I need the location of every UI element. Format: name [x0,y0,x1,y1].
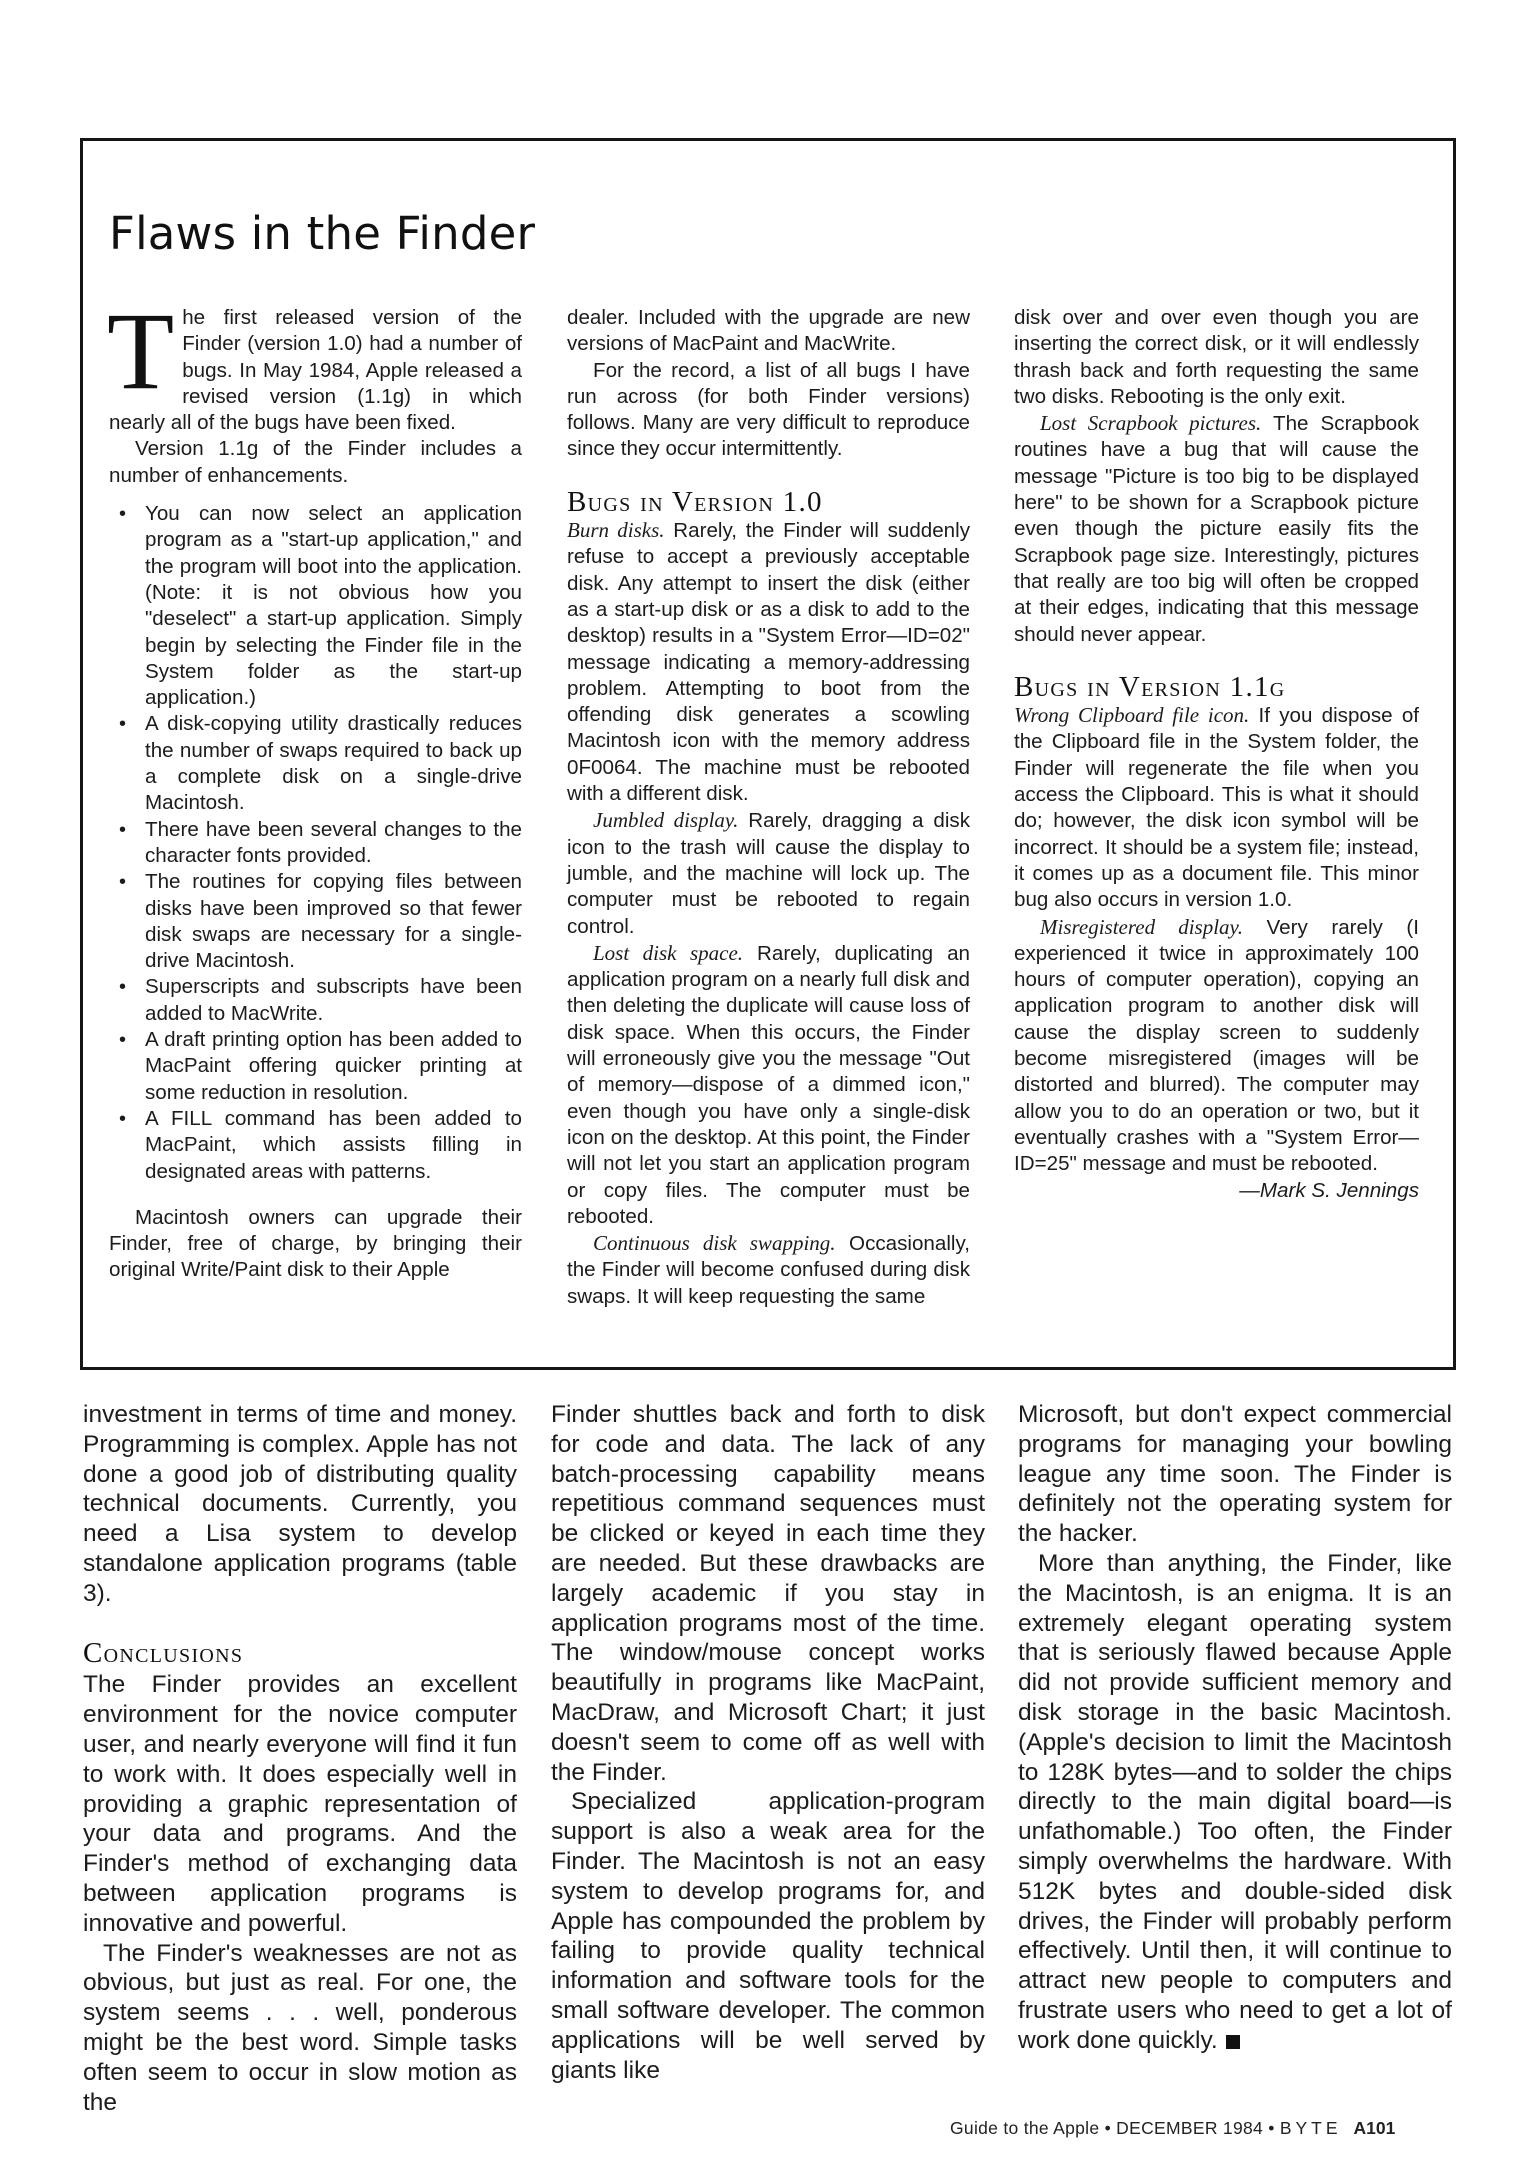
article-paragraph: investment in terms of time and money. Programming is complex. Apple has not done a good job of distributing quality technical documents. Currently, you need a Lisa system to develop standalone application programs (table 3). [83,1401,517,1607]
article-column-1 [83,1400,517,2117]
bug-item: Burn disks. Rarely, the Finder will suddenly refuse to accept a previously acceptable disk. Any attempt to insert the disk (either as a start-up disk or as a disk to add to the desktop) results in a "System Error—ID=02" message indicating a memory-addressing problem. Attempting to boot from the offending disk generates a scowling Macintosh icon with the memory address 0F0064. The machine must be rebooted with a different disk. [567,518,971,806]
sidebar-enhancements-intro: Version 1.1g of the Finder includes a number of enhancements. [109,437,522,487]
sidebar-upgrade-paragraph: Macintosh owners can upgrade their Finder, free of charge, by bringing their original Write/Paint disk to their Apple [109,1205,522,1282]
sidebar-bugs-intro: For the record, a list of all bugs I have run across (for both Finder versions) follows. Many are very difficult to reproduce since they occur intermittently. [567,358,970,461]
list-item: • A disk-copying utility drastically reduces the number of swaps required to back up a complete disk on a single-drive Macintosh. [119,712,522,815]
page-footer: Guide to the Apple • DECEMBER 1984 • BYTE A101 [950,2118,1396,2138]
article-paragraph: Specialized application-program support is also a weak area for the Finder. The Macintosh is not an easy system to develop programs for, and Apple has compounded the problem by failing to provide quality technical information and software tools for the small software developer. The common applications will be well served by giants like [551,1788,985,2084]
sidebar-box [80,138,1456,1370]
sidebar-disk-paragraph: disk over and over even though you are inserting the correct disk, or it will endlessly thrash back and forth requesting the same two disks. Rebooting is the only exit. [1014,306,1419,408]
article-paragraph: The Finder's weaknesses are not as obvious, but just as real. For one, the system seems . . . well, ponderous might be the best word. Simple tasks often seem to occur in slow motion as the [83,1939,517,2116]
sidebar-dealer-paragraph: dealer. Included with the upgrade are new versions of MacPaint and MacWrite. [567,306,970,356]
list-item: • The routines for copying files between disks have been improved so that fewer disk swaps are necessary for a single-drive Macintosh. [119,870,522,973]
bullet-icon: • [119,976,127,999]
footer-magazine: BYTE [1279,2118,1342,2138]
list-item: • There have been several changes to the character fonts provided. [119,817,522,867]
sidebar-column-3 [1014,305,1419,1204]
bug-item: Continuous disk swapping. Occasionally, the Finder will become confused during disk swaps. It will keep requesting the same [567,1231,970,1308]
article-paragraph: Microsoft, but don't expect commercial programs for managing your bowling league any time soon. The Finder is definitely not the operating system for the hacker. [1018,1401,1452,1548]
article-column-2 [551,1400,985,2085]
bullet-icon: • [119,818,127,841]
sidebar-column-2 [567,305,970,1310]
footer-guide: Guide to the Apple [950,2118,1100,2138]
section-heading-conclusions: Conclusions [83,1636,244,1669]
enhancements-list [109,501,522,1185]
sidebar-intro-paragraph: The first released version of the Finder (version 1.0) had a number of bugs. In May 1984, Apple released a revised version (1.1g) in which nearly all of the bugs have been fixed. [107,290,522,435]
list-item: • A FILL command has been added to MacPaint, which assists filling in designated areas with patterns. [119,1106,522,1183]
section-heading-bugs-v11g: Bugs in Version 1.1g [1014,670,1286,703]
bug-item: Wrong Clipboard file icon. If you dispose of the Clipboard file in the System folder, the Finder will regenerate the file when you access the Clipboard. This is what it should do; however, the disk icon symbol will be incorrect. It should be a system file; instead, it comes up as a document file. This minor bug also occurs in version 1.0. [1014,703,1419,912]
bullet-icon: • [119,713,127,736]
article-paragraph: Finder shuttles back and forth to disk for code and data. The lack of any batch-processing capability means repetitious command sequences must be clicked or keyed in each time they are needed. But these drawbacks are largely academic if you stay in application programs most of the time. The window/mouse concept works beautifully in programs like MacPaint, MacDraw, and Microsoft Chart; it just doesn't seem to come off as well with the Finder. [551,1401,985,1786]
article-paragraph: More than anything, the Finder, like the Macintosh, is an enigma. It is an extremely elegant operating system that is seriously flawed because Apple did not provide sufficient memory and disk storage in the basic Macintosh. (Apple's decision to limit the Macintosh to 128K bytes—and to solder the chips directly to the main digital board—is unfathomable.) Too often, the Finder simply overwhelms the hardware. With 512K bytes and double-sided disk drives, the Finder will probably perform effectively. Until then, it will continue to attract new people to computers and frustrate users who need to get a lot of work done quickly. [1018,1549,1452,2054]
end-mark-icon [1226,2035,1240,2049]
list-item: • Superscripts and subscripts have been added to MacWrite. [119,975,522,1025]
bug-item: Lost Scrapbook pictures. The Scrapbook routines have a bug that will cause the message "Picture is too big to be displayed here" to be shown for a Scrapbook picture even though the picture easily fits the Scrapbook page size. Interestingly, pictures that really are too big will often be cropped at their edges, indicating that this message should never appear. [1014,411,1419,646]
bug-item: Misregistered display. Very rarely (I experienced it twice in approximately 100 hours of computer operation), copying an application program to another disk will cause the display screen to suddenly become misregistered (images will be distorted and blurred). The computer may allow you to do an operation or two, but it eventually crashes with a "System Error—ID=25" message and must be rebooted. [1014,914,1420,1176]
footer-date: DECEMBER 1984 [1116,2118,1264,2138]
section-heading-bugs-v1: Bugs in Version 1.0 [567,485,823,518]
list-item: • A draft printing option has been added to MacPaint offering quicker printing at some reduction in resolution. [119,1028,522,1104]
bullet-icon: • [119,1107,127,1130]
article-paragraph: The Finder provides an excellent environment for the novice computer user, and nearly everyone will find it fun to work with. It does especially well in providing a graphic representation of your data and programs. And the Finder's method of exchanging data between application programs is innovative and powerful. [83,1671,517,1937]
author-signature: —Mark S. Jennings [1239,1178,1419,1202]
bullet-icon: • [119,503,127,526]
article-column-3 [1018,1400,1452,2056]
page-number: A101 [1353,2118,1396,2138]
sidebar-column-1 [107,290,522,1284]
drop-cap: T [107,290,175,412]
bug-item: Lost disk space. Rarely, duplicating an application program on a nearly full disk and then deleting the duplicate will cause loss of disk space. When this occurs, the Finder will erroneously give you the message "Out of memory—dispose of a dimmed icon," even though you have only a single-disk icon on the desktop. At this point, the Finder will not let you start an application program or copy files. The computer must be rebooted. [567,940,970,1228]
list-item: • You can now select an application program as a "start-up application," and the program will boot into the application. (Note: it is not obvious how you "deselect" a start-up application. Simply begin by selecting the Finder file in the System folder as the start-up application.) [119,502,522,710]
bug-item: Jumbled display. Rarely, dragging a disk icon to the trash will cause the display to jumble, and the machine will lock up. The computer must be rebooted to regain control. [567,808,970,938]
bullet-icon: • [119,871,127,894]
bullet-icon: • [119,1029,127,1052]
sidebar-title: Flaws in the Finder [109,207,536,260]
